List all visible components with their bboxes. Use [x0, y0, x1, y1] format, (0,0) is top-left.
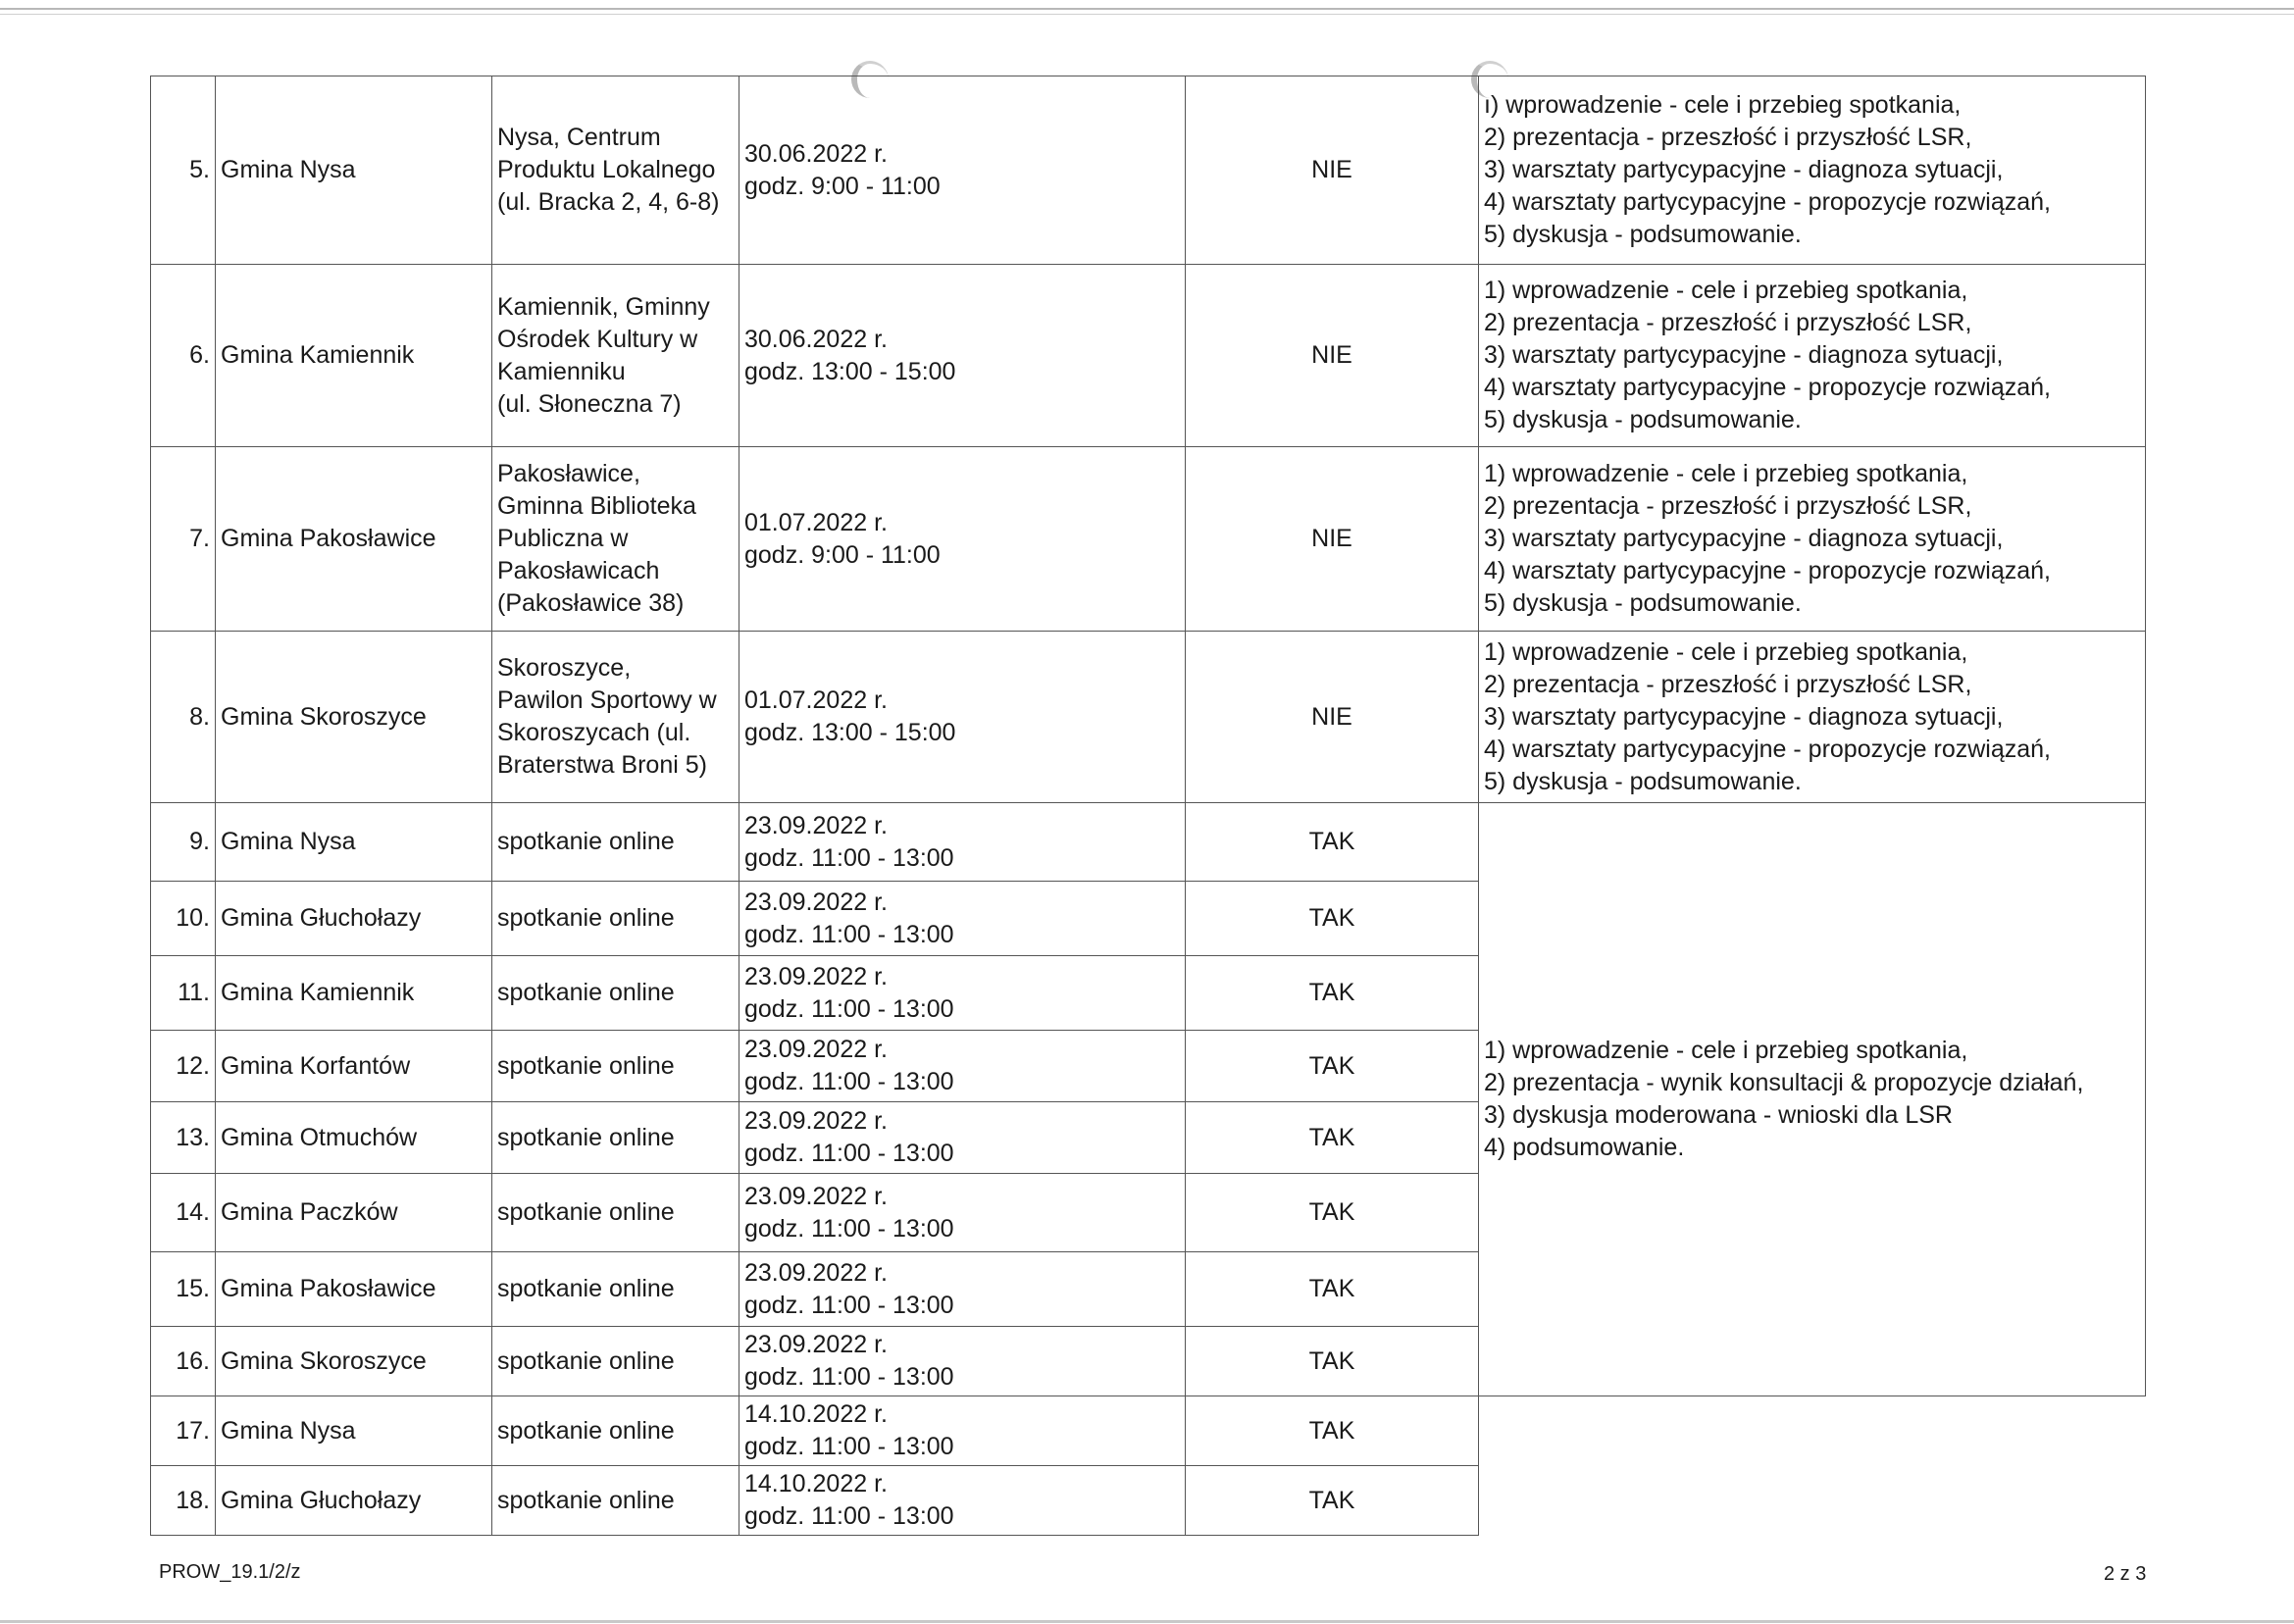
- row-number: 8.: [151, 632, 216, 803]
- date-line: 23.09.2022 r.: [744, 1182, 888, 1210]
- date-line: 01.07.2022 r.: [744, 686, 888, 714]
- place-line: (ul. Słoneczna 7): [497, 389, 682, 418]
- place-line: spotkanie online: [497, 1346, 675, 1375]
- gmina-cell: Gmina Skoroszyce: [216, 632, 492, 803]
- date-cell: [739, 447, 1186, 632]
- agenda-line: 3) dyskusja moderowana - wnioski dla LSR: [1484, 1101, 1953, 1129]
- online-cell: TAK: [1186, 1174, 1479, 1252]
- date-line: godz. 11:00 - 13:00: [744, 994, 954, 1023]
- place-line: spotkanie online: [497, 1051, 675, 1080]
- agenda-line: 3) warsztaty partycypacyjne - diagnoza sytuacji,: [1484, 156, 2004, 183]
- date-line: godz. 11:00 - 13:00: [744, 920, 954, 948]
- date-cell: [739, 76, 1186, 265]
- place-line: Pakosławice,: [497, 460, 640, 487]
- agenda-line: 2) prezentacja - przeszłość i przyszłość LSR,: [1484, 309, 1972, 336]
- date-cell: [739, 1252, 1186, 1327]
- date-line: godz. 11:00 - 13:00: [744, 1068, 954, 1095]
- gmina-cell: Gmina Głuchołazy: [216, 1466, 492, 1536]
- row-number: 6.: [151, 265, 216, 447]
- date-cell: [739, 1327, 1186, 1396]
- row-number: 15.: [151, 1252, 216, 1327]
- date-cell: [739, 1102, 1186, 1174]
- agenda-line: 2) prezentacja - przeszłość i przyszłość LSR,: [1484, 670, 1972, 698]
- table-row: [151, 265, 2146, 447]
- place-line: spotkanie online: [497, 1416, 675, 1445]
- date-line: 23.09.2022 r.: [744, 888, 888, 916]
- meetings-table: [150, 76, 2146, 1536]
- agenda-line: 1) wprowadzenie - cele i przebieg spotkania,: [1484, 1037, 1968, 1064]
- place-line: spotkanie online: [497, 1486, 675, 1514]
- agenda-line: ı) wprowadzenie - cele i przebieg spotkania,: [1484, 91, 1962, 119]
- online-cell: TAK: [1186, 1102, 1479, 1174]
- date-line: 14.10.2022 r.: [744, 1470, 888, 1497]
- gmina-cell: Gmina Pakosławice: [216, 447, 492, 632]
- agenda-line: 5) dyskusja - podsumowanie.: [1484, 589, 1802, 617]
- place-cell: [492, 882, 739, 956]
- date-line: 23.09.2022 r.: [744, 1036, 888, 1063]
- gmina-cell: Gmina Kamiennik: [216, 956, 492, 1031]
- date-line: 23.09.2022 r.: [744, 1258, 888, 1287]
- agenda-line: 5) dyskusja - podsumowanie.: [1484, 406, 1802, 433]
- place-line: Produktu Lokalnego: [497, 156, 716, 183]
- gmina-cell: Gmina Otmuchów: [216, 1102, 492, 1174]
- place-line: Ośrodek Kultury w: [497, 325, 698, 353]
- row-number: 5.: [151, 76, 216, 265]
- agenda-line: 4) warsztaty partycypacyjne - propozycje rozwiązań,: [1484, 557, 2052, 584]
- row-number: 12.: [151, 1031, 216, 1102]
- agenda-line: 1) wprowadzenie - cele i przebieg spotkania,: [1484, 460, 1968, 487]
- agenda-cell-empty: [1479, 1396, 2146, 1536]
- date-line: 23.09.2022 r.: [744, 1331, 888, 1358]
- date-cell: [739, 1396, 1186, 1466]
- row-number: 9.: [151, 803, 216, 882]
- agenda-line: 3) warsztaty partycypacyjne - diagnoza sytuacji,: [1484, 341, 2004, 369]
- gmina-cell: Gmina Paczków: [216, 1174, 492, 1252]
- place-cell: [492, 1327, 739, 1396]
- place-cell: [492, 803, 739, 882]
- date-line: 30.06.2022 r.: [744, 139, 888, 168]
- table-row: [151, 803, 2146, 882]
- date-line: godz. 11:00 - 13:00: [744, 1214, 954, 1243]
- table-row: [151, 1396, 2146, 1466]
- agenda-cell: [1479, 265, 2146, 447]
- online-cell: TAK: [1186, 956, 1479, 1031]
- place-line: spotkanie online: [497, 904, 675, 932]
- row-number: 11.: [151, 956, 216, 1031]
- place-line: (ul. Bracka 2, 4, 6-8): [497, 188, 720, 216]
- place-line: Braterstwa Broni 5): [497, 751, 707, 779]
- place-cell: [492, 1466, 739, 1536]
- place-cell: [492, 265, 739, 447]
- date-line: 30.06.2022 r.: [744, 325, 888, 353]
- agenda-line: 2) prezentacja - przeszłość i przyszłość LSR,: [1484, 124, 1972, 151]
- place-line: (Pakosławice 38): [497, 589, 685, 617]
- online-cell: TAK: [1186, 1252, 1479, 1327]
- date-line: godz. 11:00 - 13:00: [744, 1140, 954, 1167]
- date-cell: [739, 632, 1186, 803]
- place-line: spotkanie online: [497, 1275, 675, 1302]
- row-number: 10.: [151, 882, 216, 956]
- date-line: 23.09.2022 r.: [744, 1107, 888, 1135]
- date-cell: [739, 803, 1186, 882]
- gmina-cell: Gmina Nysa: [216, 76, 492, 265]
- date-line: 23.09.2022 r.: [744, 962, 888, 990]
- agenda-line: 3) warsztaty partycypacyjne - diagnoza sytuacji,: [1484, 525, 2004, 552]
- date-line: godz. 13:00 - 15:00: [744, 719, 956, 746]
- place-line: spotkanie online: [497, 1123, 675, 1151]
- agenda-line: 5) dyskusja - podsumowanie.: [1484, 221, 1802, 248]
- row-number: 13.: [151, 1102, 216, 1174]
- page-number: 2 z 3: [2104, 1563, 2147, 1585]
- date-line: godz. 11:00 - 13:00: [744, 1291, 954, 1319]
- agenda-cell: [1479, 632, 2146, 803]
- table-row: [151, 447, 2146, 632]
- date-cell: [739, 882, 1186, 956]
- gmina-cell: Gmina Kamiennik: [216, 265, 492, 447]
- gmina-cell: Gmina Głuchołazy: [216, 882, 492, 956]
- place-line: Gminna Biblioteka: [497, 492, 696, 520]
- gmina-cell: Gmina Nysa: [216, 803, 492, 882]
- agenda-line: 1) wprowadzenie - cele i przebieg spotkania,: [1484, 637, 1968, 666]
- date-line: godz. 13:00 - 15:00: [744, 357, 956, 385]
- agenda-line: 4) warsztaty partycypacyjne - propozycje rozwiązań,: [1484, 188, 2052, 216]
- online-cell: TAK: [1186, 1466, 1479, 1536]
- agenda-cell-merged: [1479, 803, 2146, 1396]
- place-line: Pakosławicach: [497, 557, 660, 584]
- agenda-line: 4) warsztaty partycypacyjne - propozycje rozwiązań,: [1484, 374, 2052, 401]
- scan-top-rule: [0, 8, 2294, 10]
- place-cell: [492, 1396, 739, 1466]
- place-cell: [492, 1031, 739, 1102]
- place-line: spotkanie online: [497, 828, 675, 855]
- date-line: 23.09.2022 r.: [744, 811, 888, 839]
- online-cell: NIE: [1186, 632, 1479, 803]
- online-cell: NIE: [1186, 265, 1479, 447]
- row-number: 14.: [151, 1174, 216, 1252]
- place-line: spotkanie online: [497, 1198, 675, 1226]
- place-line: spotkanie online: [497, 979, 675, 1006]
- place-cell: [492, 956, 739, 1031]
- agenda-cell: [1479, 76, 2146, 265]
- place-line: Skoroszycach (ul.: [497, 719, 691, 746]
- place-cell: [492, 447, 739, 632]
- online-cell: NIE: [1186, 76, 1479, 265]
- date-line: godz. 11:00 - 13:00: [744, 1502, 954, 1530]
- table-row: [151, 76, 2146, 265]
- online-cell: TAK: [1186, 803, 1479, 882]
- online-cell: TAK: [1186, 1031, 1479, 1102]
- date-cell: [739, 1031, 1186, 1102]
- agenda-line: 5) dyskusja - podsumowanie.: [1484, 767, 1802, 795]
- agenda-line: 2) prezentacja - przeszłość i przyszłość LSR,: [1484, 492, 1972, 520]
- date-cell: [739, 956, 1186, 1031]
- place-line: Kamiennik, Gminny: [497, 292, 710, 321]
- place-line: Skoroszyce,: [497, 654, 632, 682]
- footer-code: PROW_19.1/2/z: [159, 1561, 301, 1583]
- online-cell: TAK: [1186, 1396, 1479, 1466]
- online-cell: TAK: [1186, 882, 1479, 956]
- gmina-cell: Gmina Nysa: [216, 1396, 492, 1466]
- date-line: godz. 9:00 - 11:00: [744, 540, 941, 569]
- gmina-cell: Gmina Korfantów: [216, 1031, 492, 1102]
- place-cell: [492, 1174, 739, 1252]
- scan-bottom-rule: [0, 1620, 2294, 1623]
- date-line: godz. 11:00 - 13:00: [744, 1433, 954, 1460]
- place-line: Kamienniku: [497, 357, 626, 385]
- agenda-line: 2) prezentacja - wynik konsultacji & propozycje działań,: [1484, 1069, 2084, 1096]
- place-cell: [492, 1252, 739, 1327]
- online-cell: NIE: [1186, 447, 1479, 632]
- place-line: Pawilon Sportowy w: [497, 686, 717, 714]
- agenda-line: 4) warsztaty partycypacyjne - propozycje rozwiązań,: [1484, 735, 2052, 763]
- scan-top-rule-thin: [0, 14, 2294, 15]
- date-cell: [739, 265, 1186, 447]
- place-line: Nysa, Centrum: [497, 124, 661, 151]
- agenda-line: 1) wprowadzenie - cele i przebieg spotkania,: [1484, 277, 1968, 304]
- agenda-line: 3) warsztaty partycypacyjne - diagnoza sytuacji,: [1484, 702, 2004, 731]
- place-cell: [492, 76, 739, 265]
- place-cell: [492, 1102, 739, 1174]
- date-line: 01.07.2022 r.: [744, 508, 888, 536]
- place-cell: [492, 632, 739, 803]
- row-number: 16.: [151, 1327, 216, 1396]
- gmina-cell: Gmina Pakosławice: [216, 1252, 492, 1327]
- place-line: Publiczna w: [497, 525, 629, 552]
- table-row: [151, 632, 2146, 803]
- agenda-cell: [1479, 447, 2146, 632]
- date-line: 14.10.2022 r.: [744, 1400, 888, 1428]
- gmina-cell: Gmina Skoroszyce: [216, 1327, 492, 1396]
- date-line: godz. 11:00 - 13:00: [744, 1363, 954, 1391]
- date-cell: [739, 1466, 1186, 1536]
- date-cell: [739, 1174, 1186, 1252]
- date-line: godz. 9:00 - 11:00: [744, 172, 941, 200]
- row-number: 18.: [151, 1466, 216, 1536]
- row-number: 7.: [151, 447, 216, 632]
- online-cell: TAK: [1186, 1327, 1479, 1396]
- date-line: godz. 11:00 - 13:00: [744, 843, 954, 872]
- row-number: 17.: [151, 1396, 216, 1466]
- agenda-line: 4) podsumowanie.: [1484, 1134, 1685, 1161]
